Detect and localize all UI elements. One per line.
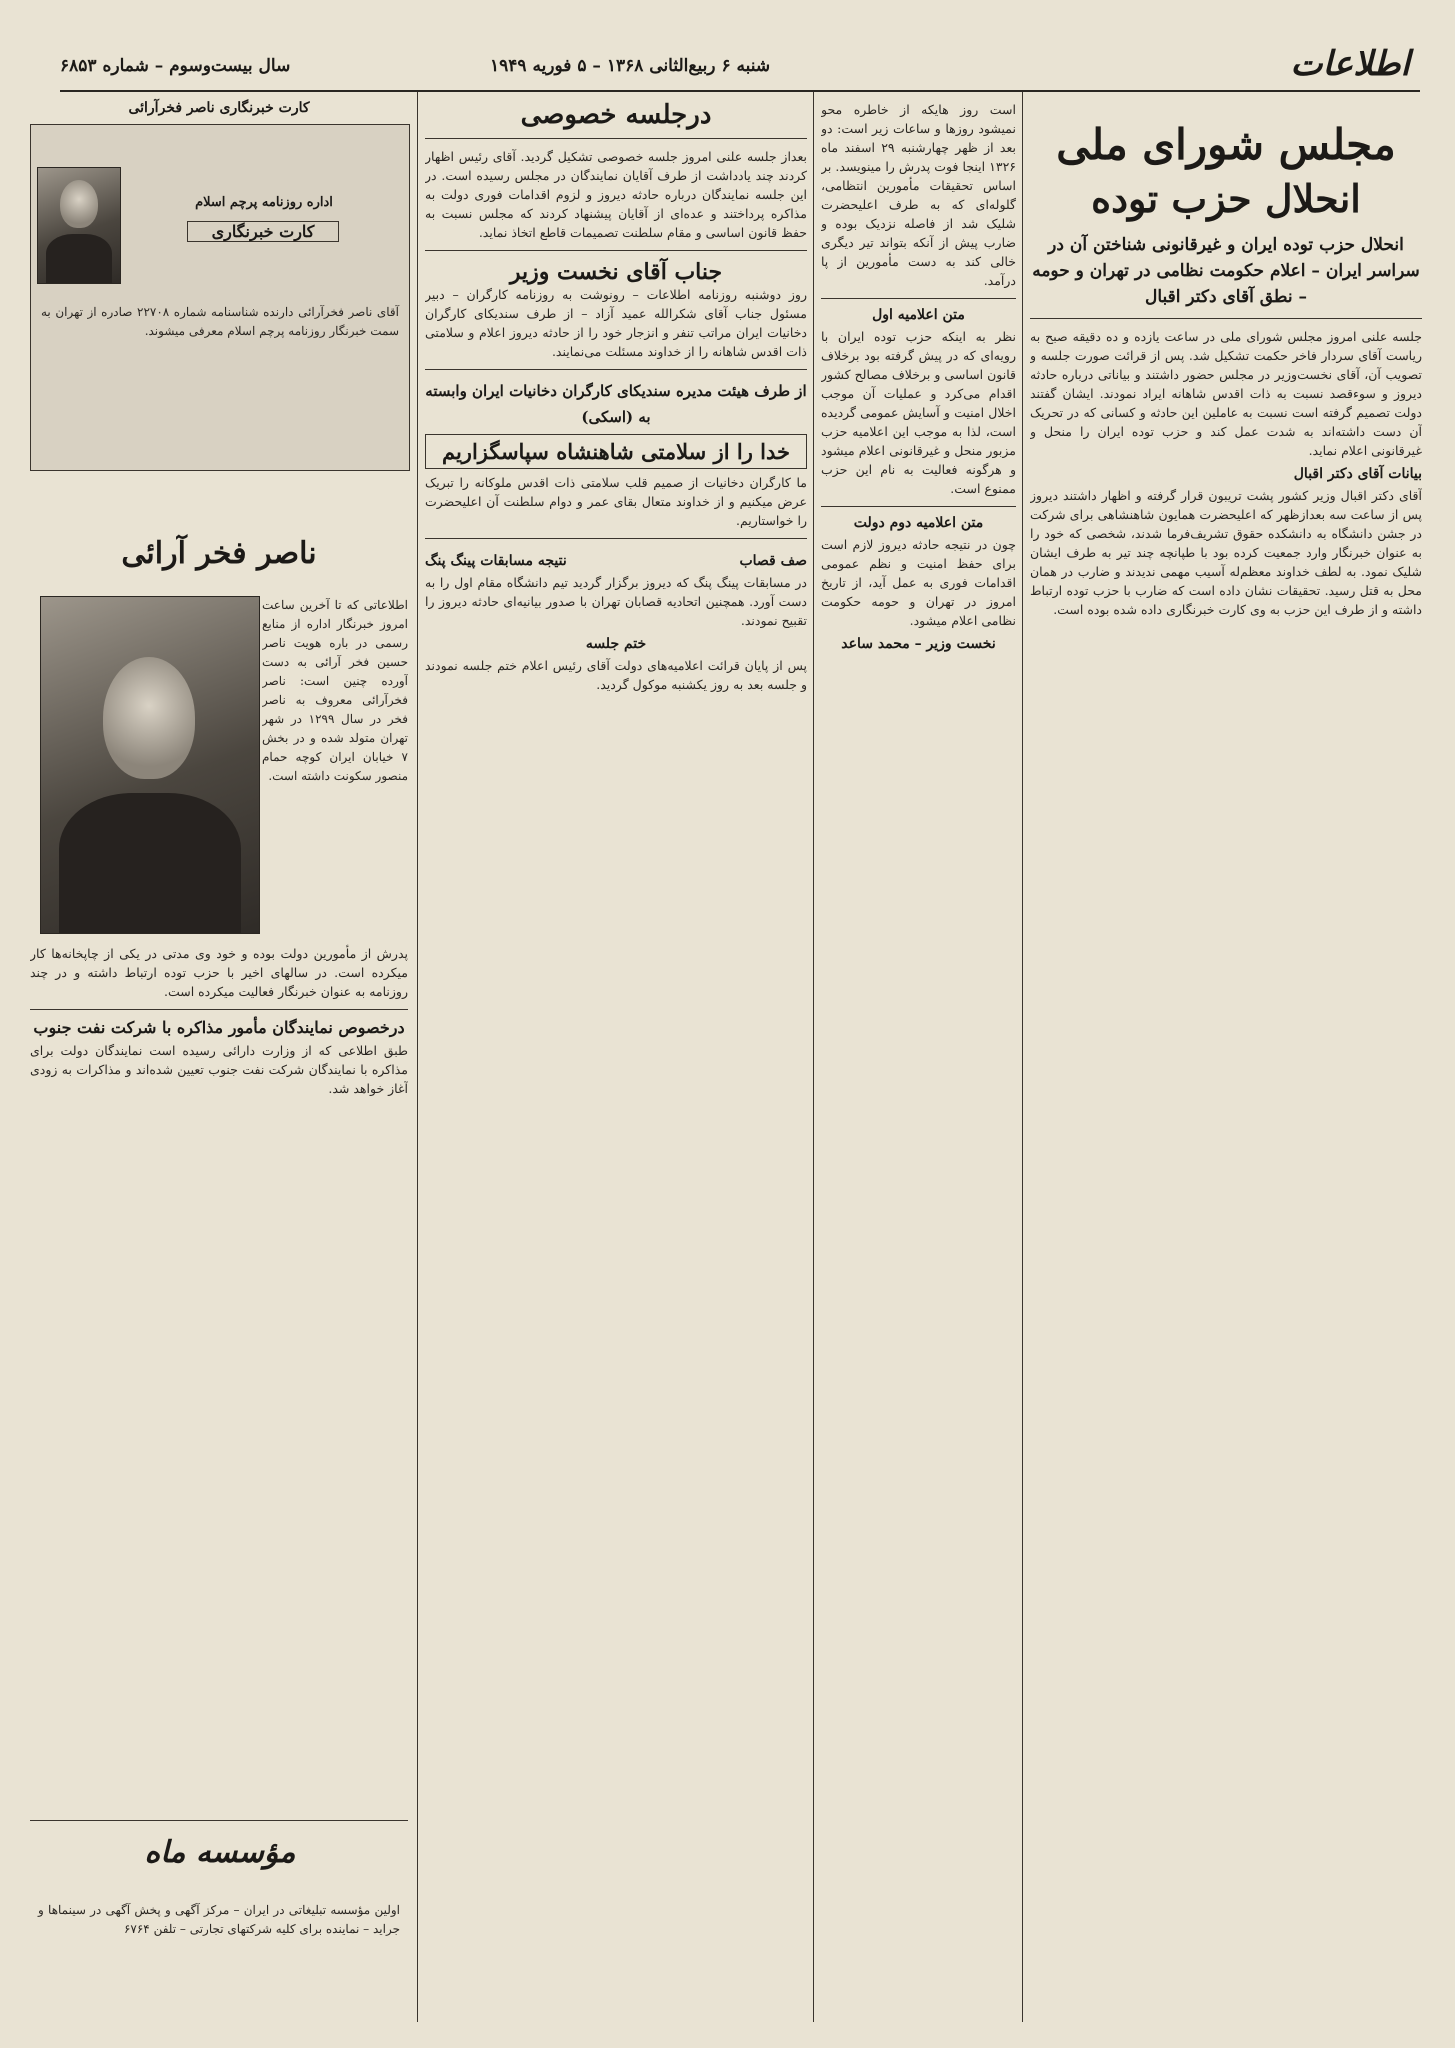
- ping-pong-headline: نتیجه مسابقات پینگ پنگ: [425, 553, 567, 569]
- suspect-name-headline: ناصر فخر آرائی: [121, 536, 317, 571]
- divider: [821, 298, 1016, 299]
- session-closing-body: پس از پایان قرائت اعلامیه‌های دولت آقای رئیس اعلام ختم جلسه نمودند و جلسه بعد به روز یکشنبه موکول گردید.: [425, 658, 807, 692]
- divider: [821, 506, 1016, 507]
- divider: [1030, 318, 1422, 319]
- column-4-lower: [30, 944, 408, 1804]
- oil-negotiation-headline: درخصوص نمایندگان مأمور مذاکره با شرکت نفت جنوب: [33, 1018, 405, 1037]
- second-proclamation-body: چون در نتیجه حادثه دیروز لازم است برای حفظ امنیت و نظم عمومی اقدامات فوری به عمل آید، از تاریخ امروز در تهران و حومه حکومت نظامی اعلام میشود.: [821, 537, 1016, 628]
- press-card-image: [30, 124, 410, 471]
- suspect-bio: اطلاعاتی که تا آخرین ساعت امروز خبرنگار اداره از منابع رسمی در باره هویت ناصر حسین فخر آرائی به دست آورده چنین است: ناصر فخرآرائی معروف به ناصر فخر در سال ۱۲۹۹ در شهر تهران متولد شده و در بخش ۷ خیابان ایران کوچه حمام منصور سکونت داشته است.: [262, 598, 408, 783]
- issue-line: سال بیست‌وسوم – شماره ۶۸۵۳: [60, 56, 291, 76]
- private-session-body: بعداز جلسه علنی امروز جلسه خصوصی تشکیل گردید. آقای رئیس اظهار کردند چند یادداشت از طرف آقایان نمایندگان در مجلس رسیده است. در این جلسه نمایندگان درباره حادثه دیروز و لزوم اقدامات فوری دولت به مذاکره پرداختند و عده‌ای از آقایان پیشنهاد کردند که مجلس نسبت به حفظ قانون اساسی و مقام سلطنت تصمیمات قاطع اتخاذ نماید.: [425, 149, 807, 240]
- divider: [425, 538, 807, 539]
- lead-body-2: آقای دکتر اقبال وزیر کشور پشت تریبون قرار گرفته و اظهار داشتند دیروز پس از ساعت سه بعدازظهر که اعلیحضرت همایون شاهنشاهی برای شرکت در جشن دانشگاه به دانشکده حقوق تشریف‌فرما شدند، شخصی که خود را به عنوان خبرنگار وارد جمعیت کرده بود با طپانچه چند تیر به طرف ایشان شلیک نمود. به لطف خداوند معظم‌له آسیب مهمی ندیدند و ضارب در همان محل به قتل رسید. تحقیقات نشان داده است که ضارب با حزب توده ارتباط داشته و از طرف این حزب به وی کارت خبرنگاری داده شده بوده است.: [1030, 488, 1422, 617]
- butchers-headline: صف قصاب: [739, 553, 807, 569]
- divider: [425, 250, 807, 251]
- suspect-bio-2: پدرش از مأمورین دولت بوده و خود وی مدتی در یکی از چاپخانه‌ها کار میکرده است. در سالهای اخیر با حزب توده ارتباط داشته و در چند روزنامه به عنوان خبرنگار فعالیت میکرده است.: [30, 946, 408, 999]
- small-news-body: در مسابقات پینگ پنگ که دیروز برگزار گردید تیم دانشگاه مقام اول را به دست آورد. همچنین اتحادیه قصابان تهران با صدور بیانیه‌ای حادثه دیروز را تقبیح نمودند.: [425, 575, 807, 628]
- lead-headline-2: انحلال حزب توده: [1091, 176, 1361, 221]
- press-card-label: کارت خبرنگاری: [187, 221, 339, 242]
- divider: [30, 1009, 408, 1010]
- tobacco-union-box-title: از طرف هیئت مدیره سندیکای کارگران دخانیات ایران وابسته به (اسکی): [425, 382, 807, 426]
- mah-ad-logo: مؤسسه ماه: [144, 1835, 296, 1870]
- press-card-text: آقای ناصر فخرآرائی دارنده شناسنامه شماره ۲۲۷۰۸ صادره از تهران به سمت خبرنگار روزنامه پرچم اسلام معرفی میشوند.: [41, 305, 399, 338]
- column-rule: [417, 92, 418, 2022]
- first-proclamation-title: متن اعلامیه اول: [872, 307, 965, 323]
- press-card-photo: [37, 167, 121, 284]
- masthead: [60, 44, 1420, 92]
- lead-body: جلسه علنی امروز مجلس شورای ملی در ساعت یازده و ده دقیقه صبح به ریاست آقای سردار فاخر حکمت تشکیل شد. پس از قرائت صورت جلسه و تصویب آن، آقای نخست‌وزیر در مجلس حضور داشتند و بیاناتی درباره حادثه دیروز و سوءقصد نسبت به ذات اقدس شاهانه ایراد نمودند. ایشان گفتند دولت تصمیم گرفته است نسبت به عاملین این حادثه و کسانی که در تحریک آن دست داشته‌اند به شدت عمل کند و حزب توده ایران را منحل و غیرقانونی اعلام نماید.: [1030, 329, 1422, 458]
- oil-negotiation-body: طبق اطلاعی که از وزارت دارائی رسیده است نمایندگان دولت برای مذاکره با نمایندگان شرکت نفت جنوب تعیین شده‌اند و مذاکرات به زودی آغاز خواهد شد.: [30, 1043, 408, 1096]
- small-headlines-row: [425, 547, 807, 573]
- suspect-portrait: [40, 596, 260, 934]
- press-card-office: اداره روزنامه پرچم اسلام: [195, 195, 333, 210]
- date-line: شنبه ۶ ربیع‌الثانی ۱۳۶۸ – ۵ فوریه ۱۹۴۹: [490, 56, 771, 76]
- tobacco-union-body: ما کارگران دخانیات از صمیم قلب سلامتی ذات اقدس ملوکانه را تبریک عرض میکنیم و از خداوند متعال بقای عمر و دوام سلطنت آن اعلیحضرت را خواستاریم.: [425, 475, 807, 528]
- lead-headline-1: مجلس شورای ملی: [1056, 120, 1396, 169]
- press-card-caption: کارت خبرنگاری ناصر فخرآرائی: [128, 100, 310, 116]
- proclamation-signature: نخست وزیر – محمد ساعد: [841, 636, 996, 652]
- second-proclamation-title: متن اعلامیه دوم دولت: [853, 515, 984, 531]
- divider: [425, 138, 807, 139]
- lead-subtitle: انحلال حزب توده ایران و غیرقانونی شناختن آن در سراسر ایران – اعلام حکومت نظامی در تهران و حومه – نطق آقای دکتر اقبال: [1032, 235, 1420, 307]
- mah-ad: [30, 1820, 408, 2021]
- session-closing-title: ختم جلسه: [585, 636, 647, 652]
- newspaper-logo: اطلاعات: [1290, 44, 1410, 84]
- tobacco-union-headline: خدا را از سلامتی شاهنشاه سپاسگزاریم: [425, 434, 807, 469]
- column-2: [821, 100, 1016, 2020]
- column-2-body: است روز هایکه از خاطره محو نمیشود روزها و ساعات زیر است: دو بعد از ظهر چهارشنبه ۲۹ اسفند ماه ۱۳۲۶ اینجا فوت پدرش را مینویسد. بر اساس تحقیقات مأمورین انتظامی، گلوله‌ای که به طرف اعلیحضرت شلیک شد از فاصله نزدیک بوده و ضارب پیش از آنکه بتواند تیر دیگری خالی کند به دست مأمورین از پا درآمد.: [821, 102, 1016, 288]
- prime-minister-body: روز دوشنبه روزنامه اطلاعات – رونوشت به روزنامه کارگران – دبیر مسئول جناب آقای شکرالله عمید آزاد – از طرف سندیکای کارگران دخانیات ایران مراتب تنفر و انزجار خود را از حادثه دیروز اعلام و سلامتی ذات اقدس شاهانه را از خداوند مسئلت می‌نمایند.: [425, 287, 807, 359]
- lead-section-title: بیانات آقای دکتر اقبال: [1293, 466, 1422, 482]
- column-3: [425, 100, 807, 2020]
- divider: [425, 369, 807, 370]
- column-rule: [813, 92, 814, 2022]
- mah-ad-text: اولین مؤسسه تبلیغاتی در ایران – مرکز آگهی و پخش آگهی در سینماها و جراید – نماینده برای کلیه شرکتهای تجارتی – تلفن ۶۷۶۴: [38, 1903, 400, 1936]
- lead-story: [1030, 118, 1422, 2018]
- prime-minister-headline: جناب آقای نخست وزیر: [509, 259, 723, 285]
- private-session-headline: درجلسه خصوصی: [520, 100, 712, 130]
- first-proclamation-body: نظر به اینکه حزب توده ایران با رویه‌ای که در پیش گرفته بود برخلاف قانون اساسی و برخلاف مصالح کشور اقدام می‌کرد و عملیات آن موجب اخلال امنیت و آسایش عمومی گردیده است، لذا به موجب این اعلامیه حزب مزبور منحل و غیرقانونی اعلام میشود و هرگونه فعالیت به نام این حزب ممنوع است.: [821, 329, 1016, 496]
- column-rule: [1022, 92, 1023, 2022]
